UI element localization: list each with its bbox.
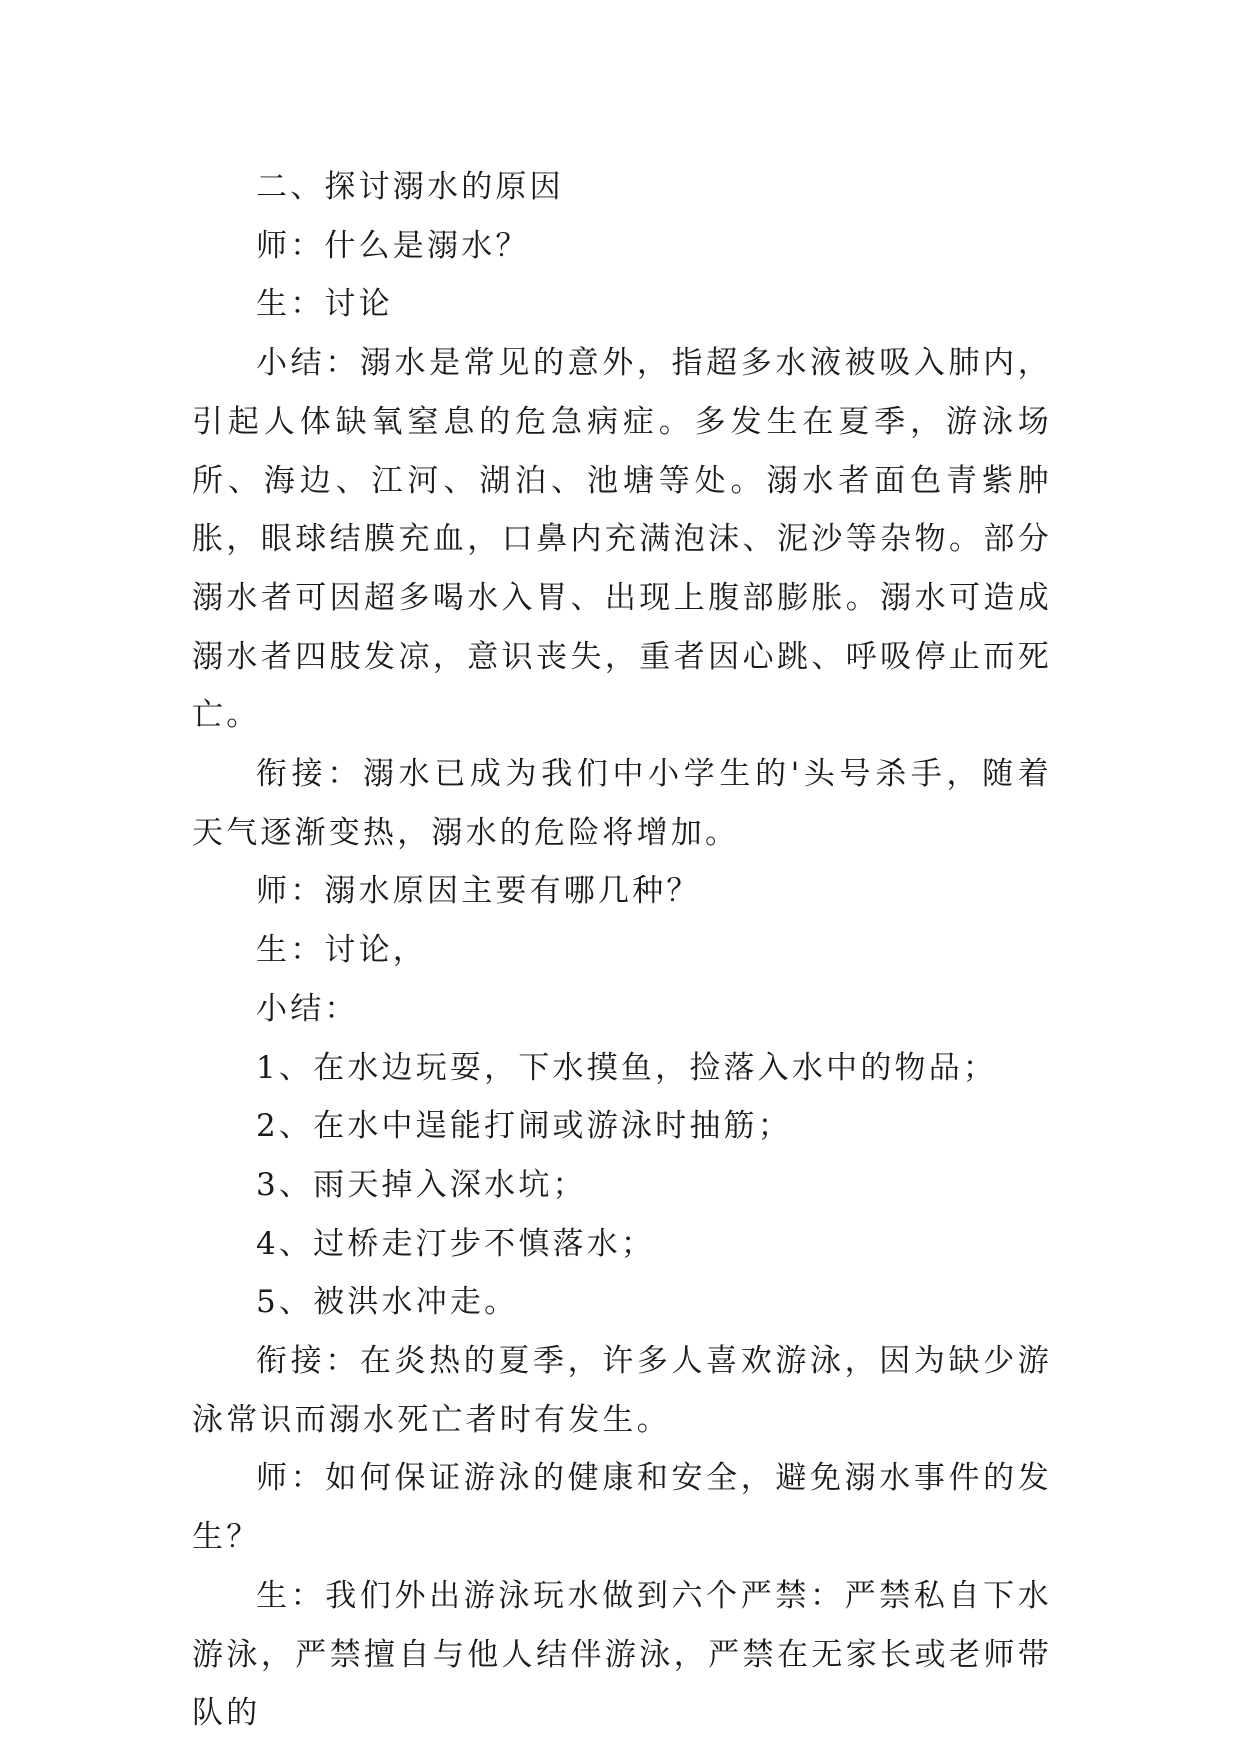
document-body (192, 158, 1052, 1743)
paragraph: 师：如何保证游泳的健康和安全，避免溺水事件的发生？ (192, 1460, 1052, 1556)
list-item: 5、被洪水冲走。 (256, 1284, 519, 1321)
paragraph: 生：讨论 (256, 286, 393, 323)
list-item: 2、在水中逞能打闹或游泳时抽筋； (256, 1108, 792, 1145)
paragraph: 衔接：溺水已成为我们中小学生的'头号杀手，随着天气逐渐变热，溺水的危险将增加。 (192, 756, 1052, 851)
list-item: 1、在水边玩耍，下水摸鱼，捡落入水中的物品； (256, 1049, 998, 1086)
paragraph: 师：溺水原因主要有哪几种？ (256, 873, 701, 910)
paragraph: 小结： (256, 990, 359, 1027)
paragraph: 小结：溺水是常见的意外，指超多水液被吸入肺内，引起人体缺氧窒息的危急病症。多发生在夏季，游泳场所、海边、江河、湖泊、池塘等处。溺水者面色青紫肿胀，眼球结膜充血，口鼻内充满泡沫、泥沙等杂物。部分溺水者可因超多喝水入胃、出现上腹部膨胀。溺水可造成溺水者四肢发凉，意识丧失，重者因心跳、呼吸停止而死亡。 (192, 345, 1052, 734)
paragraph: 生：讨论， (256, 932, 427, 969)
list-item: 4、过桥走汀步不慎落水； (256, 1225, 656, 1262)
section-heading: 二、探讨溺水的原因 (256, 169, 564, 205)
paragraph: 衔接：在炎热的夏季，许多人喜欢游泳，因为缺少游泳常识而溺水死亡者时有发生。 (192, 1343, 1052, 1438)
paragraph: 师：什么是溺水？ (256, 227, 530, 264)
paragraph: 生：我们外出游泳玩水做到六个严禁：严禁私自下水游泳，严禁擅自与他人结伴游泳，严禁在无家长或老师带队的 (192, 1577, 1052, 1732)
list-item: 3、雨天掉入深水坑； (256, 1166, 587, 1203)
